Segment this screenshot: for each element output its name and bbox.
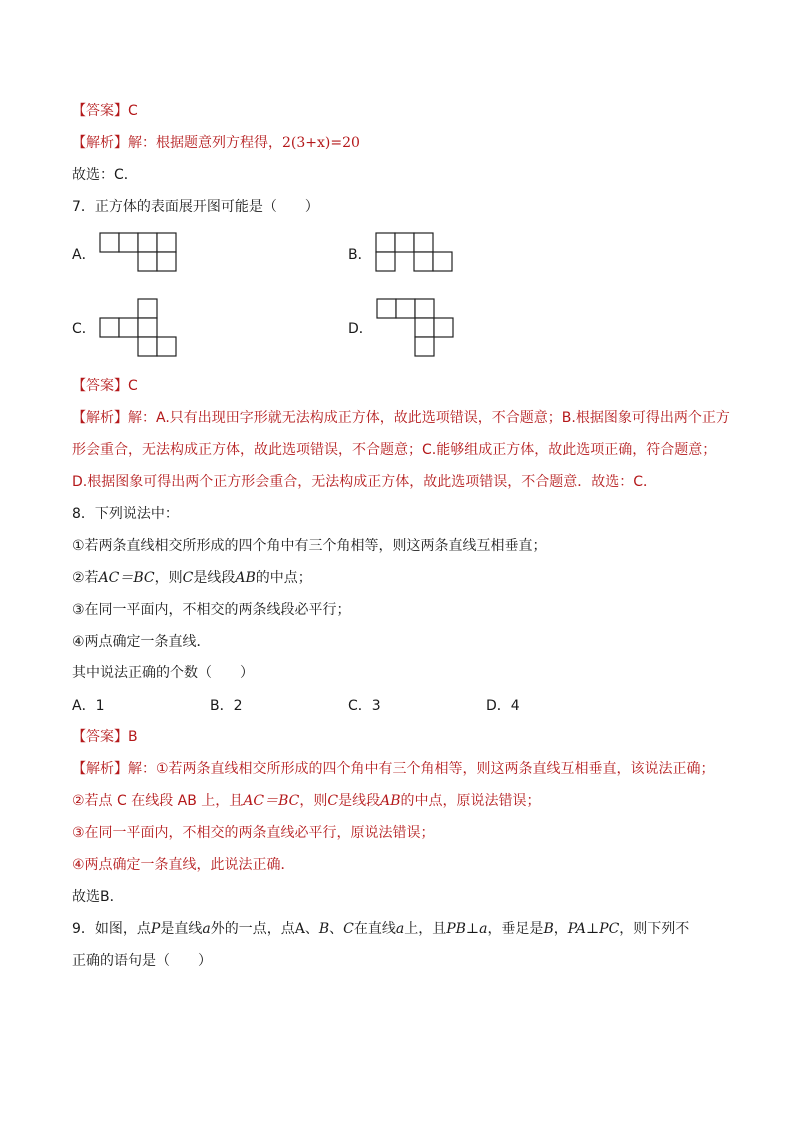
text: 的中点； bbox=[255, 570, 312, 586]
answer-value: B bbox=[128, 729, 138, 745]
analysis-heading: 【解析】 bbox=[72, 410, 128, 426]
option-b-label: B． bbox=[348, 247, 372, 263]
text: 在直线 bbox=[353, 921, 396, 937]
answer-heading: 【答案】 bbox=[72, 103, 128, 119]
math-ac-eq-bc: AC＝BC bbox=[98, 570, 155, 586]
math-a: a bbox=[395, 921, 405, 937]
q8-analysis-line-1 bbox=[72, 759, 715, 779]
option-d-label: D． bbox=[348, 321, 373, 337]
text: ， bbox=[553, 921, 568, 937]
q7-analysis-line-3: D.根据图象可得出两个正方形会重合，无法构成正方体，故此选项错误，不合题意．故选：C． bbox=[72, 474, 658, 490]
math-pa-perp-pc: PA⊥PC bbox=[567, 921, 620, 937]
q8-question: 其中说法正确的个数（ ） bbox=[72, 665, 254, 681]
analysis-heading: 【解析】 bbox=[72, 135, 128, 151]
q7-analysis-line-2: 形会重合，无法构成正方体，故此选项错误，不合题意；C.能够组成正方体，故此选项正确，符合题意； bbox=[72, 442, 717, 458]
analysis-heading: 【解析】 bbox=[72, 761, 128, 777]
math-ab: AB bbox=[235, 570, 256, 586]
math-point-b: B bbox=[318, 921, 330, 937]
q8-analysis-line-3: ③在同一平面内，不相交的两条直线必平行，原说法错误； bbox=[72, 825, 435, 841]
text: ，则 bbox=[299, 793, 328, 809]
text: 是线段 bbox=[193, 570, 236, 586]
math-pb-perp-a: PB⊥a bbox=[446, 921, 488, 937]
math-point-c: C bbox=[343, 921, 354, 937]
q8-statement-2 bbox=[72, 568, 312, 588]
answer-value: C bbox=[128, 103, 138, 119]
math-point-a: A bbox=[294, 921, 305, 937]
q7-stem: 7．正方体的表面展开图可能是（ ） bbox=[72, 199, 319, 215]
q8-analysis-line-2 bbox=[72, 791, 541, 811]
math-ab: AB bbox=[380, 793, 401, 809]
q6-answer-line bbox=[72, 101, 138, 121]
choice-d: D．4 bbox=[486, 698, 520, 714]
text: 9．如图，点 bbox=[72, 921, 151, 937]
q8-statement-3: ③在同一平面内，不相交的两条线段必平行； bbox=[72, 602, 351, 618]
q8-conclusion: 故选B． bbox=[72, 889, 124, 905]
math-point-b: B bbox=[543, 921, 554, 937]
q8-stem: 8．下列说法中： bbox=[72, 506, 179, 522]
text: 外的一点，点 bbox=[210, 921, 295, 937]
answer-heading: 【答案】 bbox=[72, 378, 128, 394]
text: ②若 bbox=[72, 570, 99, 586]
option-b-net-figure bbox=[376, 233, 456, 273]
answer-value: C bbox=[128, 378, 138, 394]
option-c-net-figure bbox=[100, 299, 180, 359]
math-a: a bbox=[202, 921, 211, 937]
math-p: P bbox=[150, 921, 161, 937]
option-d-net-figure bbox=[377, 299, 457, 359]
math-c: C bbox=[327, 793, 339, 809]
analysis-text: 解：根据题意列方程得， bbox=[128, 135, 282, 151]
option-a-label: A． bbox=[72, 247, 96, 263]
text: ，则下列不 bbox=[619, 921, 690, 937]
equation: 2(3+x)=20 bbox=[282, 135, 360, 151]
answer-heading: 【答案】 bbox=[72, 729, 128, 745]
option-c-label: C． bbox=[72, 321, 96, 337]
analysis-text: 解：A.只有出现田字形就无法构成正方体，故此选项错误，不合题意；B.根据图象可得出两个正方 bbox=[128, 410, 730, 426]
math-c: C bbox=[182, 570, 194, 586]
text: ，垂足是 bbox=[487, 921, 544, 937]
text: ②若点 C 在线段 AB 上，且 bbox=[72, 793, 244, 809]
q7-answer-line bbox=[72, 376, 138, 396]
q6-conclusion: 故选：C． bbox=[72, 167, 138, 183]
math-ac-eq-bc: AC＝BC bbox=[243, 793, 300, 809]
text: 上，且 bbox=[404, 921, 447, 937]
option-a-net-figure bbox=[100, 233, 180, 273]
analysis-text: 解：①若两条直线相交所形成的四个角中有三个角相等，则这两条直线互相垂直，该说法正确； bbox=[128, 761, 715, 777]
text: ，则 bbox=[154, 570, 183, 586]
choice-b: B．2 bbox=[210, 698, 243, 714]
q6-analysis-line bbox=[72, 133, 360, 153]
text: 、 bbox=[329, 921, 344, 937]
q8-analysis-line-4: ④两点确定一条直线，此说法正确． bbox=[72, 857, 295, 873]
choice-c: C．3 bbox=[348, 698, 381, 714]
choice-a: A．1 bbox=[72, 698, 105, 714]
text: 是线段 bbox=[338, 793, 381, 809]
text: 的中点，原说法错误； bbox=[400, 793, 541, 809]
q9-stem-line-1 bbox=[72, 919, 689, 939]
q8-statement-4: ④两点确定一条直线． bbox=[72, 634, 211, 650]
q8-answer-line bbox=[72, 727, 138, 747]
text: 、 bbox=[304, 921, 319, 937]
q8-statement-1: ①若两条直线相交所形成的四个角中有三个角相等，则这两条直线互相垂直； bbox=[72, 538, 547, 554]
q7-analysis-line-1 bbox=[72, 408, 730, 428]
q9-stem-line-2: 正确的语句是（ ） bbox=[72, 953, 212, 969]
text: 是直线 bbox=[160, 921, 203, 937]
